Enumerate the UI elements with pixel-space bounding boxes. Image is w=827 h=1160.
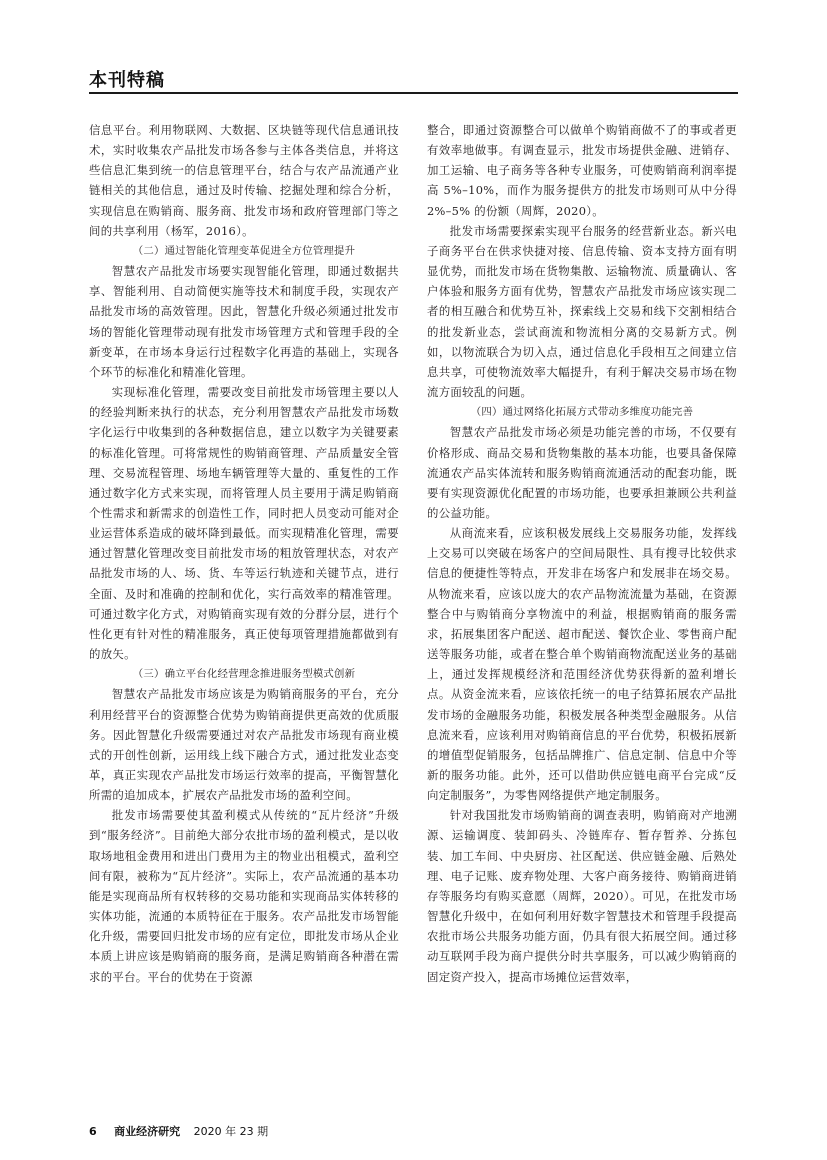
paragraph-continued: 整合，即通过资源整合可以做单个购销商做不了的事或者更有效率地做事。有调查显示，批发市场提供金融、进销存、加工运输、电子商务等各种专业服务，可使购销商利润率提高 5%–10%，而作为服务提供方的批发市场则可从中分得 2%–5% 的份额（周辉，2020）。 xyxy=(427,123,737,218)
paragraph: 智慧农产品批发市场要实现智能化管理，即通过数据共享、智能利用、自动简便实施等技术和制度手段，实现农产品批发市场的高效管理。因此，智慧化升级必须通过批发市场的智能化管理带动现有批发市场管理方式和管理手段的全新变革，在市场本身运行过程数字化再造的基础上，实现各个环节的标准化和精准化管理。 xyxy=(89,264,399,379)
paragraph: 批发市场需要探索实现平台服务的经营新业态。新兴电子商务平台在供求快捷对接、信息传输、资本支持方面有明显优势，而批发市场在货物集散、运输物流、质量确认、客户体验和服务方面有优势，智慧农产品批发市场应该实现二者的相互融合和优势互补，探索线上交易和线下交割相结合的批发新业态，尝试商流和物流相分离的交易新方式。例如，以物流联合为切入点，通过信息化手段相互之间建立信息共享，可使物流效率大幅提升，有利于解决交易市场在物流方面较乱的问题。 xyxy=(427,223,737,400)
section-subheading: （三）确立平台化经营理念推进服务型模式创新 xyxy=(132,668,356,681)
page-number: 6 xyxy=(89,1125,97,1138)
paragraph: 从商流来看，应该积极发展线上交易服务功能，发挥线上交易可以突破在场客户的空间局限性、具有搜寻比较供求信息的便捷性等特点，开发非在场客户和发展非在场交易。从物流来看，应该以庞大的农产品物流流量为基础，在资源整合中与购销商分享物流中的利益，根据购销商的服务需求，拓展集团客户配送、超市配送、餐饮企业、零售商户配送等服务功能，或者在整合单个购销商物流配送业务的基础上，通过发挥规模经济和范围经济优势获得新的盈利增长点。从资金流来看，应该依托统一的电子结算拓展农产品批发市场的金融服务功能，积极发展各种类型金融服务。从信息流来看，应该利用对购销商信息的平台优势，积极拓展新的增值型促销服务，包括品牌推广、信息定制、信息中介等新的服务功能。此外，还可以借助供应链电商平台完成“反向定制服务”，为零售网络提供产地定制服务。 xyxy=(427,526,737,803)
paragraph: 智慧农产品批发市场应该是为购销商服务的平台，充分利用经营平台的资源整合优势为购销商提供更高效的优质服务。因此智慧化升级需要通过对农产品批发市场现有商业模式的开创性创新，运用线上线下融合方式，通过批发业态变革，真正实现农产品批发市场运行效率的提高，平衡智慧化所需的追加成本，扩展农产品批发市场的盈利空间。 xyxy=(89,687,399,803)
page-footer xyxy=(89,1123,268,1139)
left-column xyxy=(89,120,399,987)
journal-title: 商业经济研究 xyxy=(114,1125,181,1138)
issue-label: 2020 年 23 期 xyxy=(193,1125,269,1138)
section-subheading: （四）通过网络化拓展方式带动多维度功能完善 xyxy=(470,406,694,419)
paragraph-continued: 信息平台。利用物联网、大数据、区块链等现代信息通讯技术，实时收集农产品批发市场各参与主体各类信息，并将这些信息汇集到统一的信息管理平台，结合与农产品流通产业链相关的其他信息，通过及时传输、挖掘处理和综合分析，实现信息在购销商、服务商、批发市场和政府管理部门等之间的共享利用（杨军，2016）。 xyxy=(89,123,399,238)
right-column xyxy=(427,120,737,987)
paragraph: 智慧农产品批发市场必须是功能完善的市场，不仅要有价格形成、商品交易和货物集散的基本功能，也要具备保障流通农产品实体流转和服务购销商流通活动的配套功能，既要有实现资源优化配置的市场功能，也要承担兼顾公共利益的公益功能。 xyxy=(427,425,737,520)
header-divider xyxy=(89,92,738,94)
section-title: 本刊特稿 xyxy=(89,70,165,91)
paragraph: 实现标准化管理，需要改变目前批发市场管理主要以人的经验判断来执行的状态，充分利用智慧农产品批发市场数字化运行中收集到的各种数据信息，建立以数字为关键要素的标准化管理。可将常规性的购销商管理、产品质量安全管理、交易流程管理、场地车辆管理等大量的、重复性的工作通过数字化方式来实现，而将管理人员主要用于满足购销商个性需求和新需求的创造性工作，同时把人员变动可能对企业运营体系造成的破坏降到最低。而实现精准化管理，需要通过智慧化管理改变目前批发市场的粗放管理状态，对农产品批发市场的人、场、货、车等运行轨迹和关键节点，进行全面、及时和准确的控制和优化，实行高效率的精准管理。可通过数字化方式，对购销商实现有效的分群分层，进行个性化更有针对性的精准服务，真正使每项管理措施都做到有的放矢。 xyxy=(89,385,399,662)
paragraph: 批发市场需要使其盈利模式从传统的“瓦片经济”升级到“服务经济”。目前绝大部分农批市场的盈利模式，是以收取场地租金费用和进出门费用为主的物业出租模式，盈利空间有限，被称为“瓦片经济”。实际上，农产品流通的基本功能是实现商品所有权转移的交易功能和实现商品实体转移的实体功能，流通的本质特征在于服务。农产品批发市场智能化升级，需要回归批发市场的应有定位，即批发市场从企业本质上讲应该是购销商的服务商，是满足购销商各种潜在需求的平台。平台的优势在于资源 xyxy=(89,808,399,984)
section-subheading: （二）通过智能化管理变革促进全方位管理提升 xyxy=(132,244,356,257)
paragraph: 针对我国批发市场购销商的调查表明，购销商对产地溯源、运输调度、装卸码头、冷链库存、暂存暂养、分拣包装、加工车间、中央厨房、社区配送、供应链金融、后熟处理、电子记账、废弃物处理、大客户商务接待、购销商进销存等服务均有购买意愿（周辉，2020）。可见，在批发市场智慧化升级中，在如何利用好数字智慧技术和管理手段提高农批市场公共服务功能方面，仍具有很大拓展空间。通过移动互联网手段为商户提供分时共享服务，可以减少购销商的固定资产投入，提高市场摊位运营效率， xyxy=(427,808,737,984)
